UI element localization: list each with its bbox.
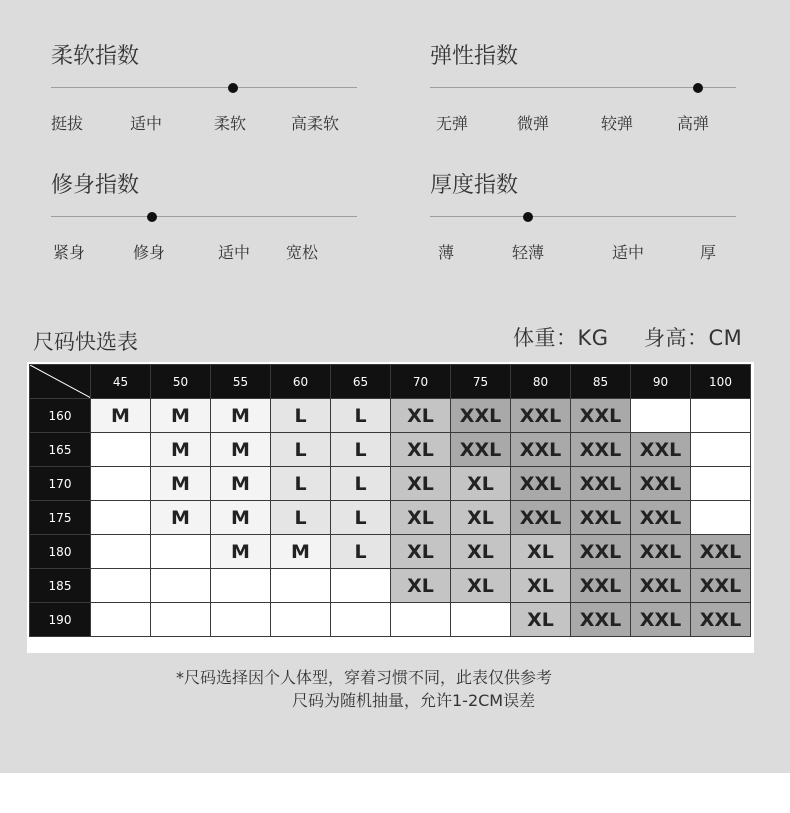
- size-cell: M: [211, 399, 271, 433]
- size-cell: XXL: [571, 433, 631, 467]
- size-cell: XXL: [571, 467, 631, 501]
- weight-header-cell: 70: [391, 365, 451, 399]
- size-cell: XXL: [511, 501, 571, 535]
- size-cell: XXL: [691, 603, 751, 637]
- size-cell: [691, 467, 751, 501]
- size-cell: XXL: [631, 569, 691, 603]
- weight-unit-label: 体重：KG: [513, 326, 609, 350]
- weight-header-cell: 55: [211, 365, 271, 399]
- thickness-index-track: [430, 216, 736, 217]
- size-cell: XL: [391, 433, 451, 467]
- size-cell: [271, 603, 331, 637]
- size-cell: L: [331, 467, 391, 501]
- size-cell: XL: [511, 535, 571, 569]
- weight-header-cell: 90: [631, 365, 691, 399]
- size-cell: [691, 399, 751, 433]
- weight-header-cell: 50: [151, 365, 211, 399]
- height-header-cell: 175: [30, 501, 91, 535]
- size-cell: L: [331, 501, 391, 535]
- size-cell: L: [271, 433, 331, 467]
- size-cell: L: [331, 399, 391, 433]
- height-header-cell: 170: [30, 467, 91, 501]
- height-header-cell: 180: [30, 535, 91, 569]
- table-row: [30, 433, 751, 467]
- elasticity-label-2: 微弹: [517, 114, 550, 133]
- weight-header-cell: 60: [271, 365, 331, 399]
- softness-index-track: [51, 87, 357, 88]
- weight-header-cell: 45: [91, 365, 151, 399]
- size-cell: M: [211, 433, 271, 467]
- size-cell: XL: [451, 501, 511, 535]
- thickness-label-2: 轻薄: [512, 243, 545, 262]
- elasticity-index: [430, 43, 736, 163]
- elasticity-label-4: 高弹: [677, 114, 710, 133]
- softness-label-1: 挺拔: [51, 114, 84, 133]
- height-header-cell: 160: [30, 399, 91, 433]
- size-cell: M: [151, 467, 211, 501]
- size-cell: [211, 603, 271, 637]
- size-cell: XXL: [451, 433, 511, 467]
- thickness-label-4: 厚: [700, 243, 717, 262]
- weight-header-cell: 85: [571, 365, 631, 399]
- size-cell: XL: [451, 569, 511, 603]
- size-cell: XXL: [631, 603, 691, 637]
- table-row: [30, 501, 751, 535]
- height-header-cell: 165: [30, 433, 91, 467]
- diagonal-divider-icon: [30, 365, 91, 398]
- size-cell: [691, 433, 751, 467]
- weight-header-cell: 65: [331, 365, 391, 399]
- size-chart-table: [29, 364, 751, 637]
- size-cell: XXL: [691, 535, 751, 569]
- size-cell: [631, 399, 691, 433]
- size-cell: XL: [511, 603, 571, 637]
- fit-label-2: 修身: [133, 243, 166, 262]
- measurement-tolerance-note: 尺码为随机抽量，允许1-2CM误差: [292, 691, 536, 710]
- table-row: [30, 569, 751, 603]
- fit-index-title: 修身指数: [51, 173, 140, 198]
- size-cell: [451, 603, 511, 637]
- size-cell: [151, 569, 211, 603]
- thickness-label-3: 适中: [612, 243, 645, 262]
- weight-header-cell: 75: [451, 365, 511, 399]
- fit-label-1: 紧身: [53, 243, 86, 262]
- elasticity-index-track: [430, 87, 736, 88]
- softness-index: [51, 43, 357, 163]
- size-chart-title: 尺码快选表: [33, 330, 138, 354]
- size-cell: XXL: [571, 535, 631, 569]
- size-cell: XXL: [631, 467, 691, 501]
- size-cell: XXL: [631, 501, 691, 535]
- thickness-index-title: 厚度指数: [430, 173, 519, 198]
- size-cell: [211, 569, 271, 603]
- softness-label-4: 高柔软: [291, 114, 340, 133]
- fit-label-3: 适中: [218, 243, 251, 262]
- size-cell: L: [271, 399, 331, 433]
- fit-index-track: [51, 216, 357, 217]
- size-cell: XL: [451, 467, 511, 501]
- size-cell: XXL: [691, 569, 751, 603]
- size-cell: XXL: [511, 433, 571, 467]
- size-cell: XL: [391, 569, 451, 603]
- size-cell: XL: [391, 399, 451, 433]
- size-cell: XXL: [571, 569, 631, 603]
- size-cell: XL: [391, 535, 451, 569]
- size-chart: [27, 362, 754, 653]
- size-cell: [331, 569, 391, 603]
- size-cell: [91, 569, 151, 603]
- size-cell: M: [91, 399, 151, 433]
- size-cell: M: [151, 399, 211, 433]
- size-cell: L: [271, 501, 331, 535]
- height-header-cell: 190: [30, 603, 91, 637]
- size-cell: XL: [451, 535, 511, 569]
- size-cell: XXL: [451, 399, 511, 433]
- table-corner-cell: [30, 365, 91, 399]
- size-cell: [151, 535, 211, 569]
- size-cell: XXL: [631, 433, 691, 467]
- size-cell: M: [211, 467, 271, 501]
- size-cell: M: [211, 535, 271, 569]
- size-cell: [91, 535, 151, 569]
- size-cell: [91, 501, 151, 535]
- table-row: [30, 467, 751, 501]
- height-unit-label: 身高：CM: [644, 326, 743, 350]
- softness-index-marker: [228, 83, 238, 93]
- size-cell: M: [211, 501, 271, 535]
- softness-index-title: 柔软指数: [51, 44, 140, 69]
- table-row: [30, 603, 751, 637]
- elasticity-index-title: 弹性指数: [430, 44, 519, 69]
- softness-label-3: 柔软: [214, 114, 247, 133]
- size-cell: XL: [391, 501, 451, 535]
- size-cell: [271, 569, 331, 603]
- size-cell: [91, 603, 151, 637]
- size-disclaimer-note: *尺码选择因个人体型，穿着习惯不同，此表仅供参考: [176, 668, 553, 687]
- table-row: [30, 399, 751, 433]
- size-cell: XXL: [571, 501, 631, 535]
- size-cell: L: [271, 467, 331, 501]
- thickness-index: [430, 172, 736, 292]
- size-cell: XXL: [511, 467, 571, 501]
- size-cell: XXL: [571, 603, 631, 637]
- size-cell: XXL: [631, 535, 691, 569]
- size-cell: [151, 603, 211, 637]
- size-cell: M: [271, 535, 331, 569]
- size-cell: XXL: [511, 399, 571, 433]
- elasticity-label-3: 较弹: [601, 114, 634, 133]
- size-cell: M: [151, 433, 211, 467]
- size-cell: XXL: [571, 399, 631, 433]
- fit-label-4: 宽松: [286, 243, 319, 262]
- thickness-label-1: 薄: [438, 243, 455, 262]
- size-cell: XL: [391, 467, 451, 501]
- size-cell: [691, 501, 751, 535]
- size-cell: [391, 603, 451, 637]
- weight-header-row: [30, 365, 751, 399]
- size-cell: L: [331, 433, 391, 467]
- fit-index: [51, 172, 357, 292]
- softness-label-2: 适中: [130, 114, 163, 133]
- table-row: [30, 535, 751, 569]
- size-cell: [91, 433, 151, 467]
- size-cell: L: [331, 535, 391, 569]
- size-cell: [331, 603, 391, 637]
- weight-header-cell: 80: [511, 365, 571, 399]
- size-cell: M: [151, 501, 211, 535]
- weight-header-cell: 100: [691, 365, 751, 399]
- size-cell: [91, 467, 151, 501]
- fit-index-marker: [147, 212, 157, 222]
- elasticity-index-marker: [693, 83, 703, 93]
- thickness-index-marker: [523, 212, 533, 222]
- elasticity-label-1: 无弹: [436, 114, 469, 133]
- height-header-cell: 185: [30, 569, 91, 603]
- size-cell: XL: [511, 569, 571, 603]
